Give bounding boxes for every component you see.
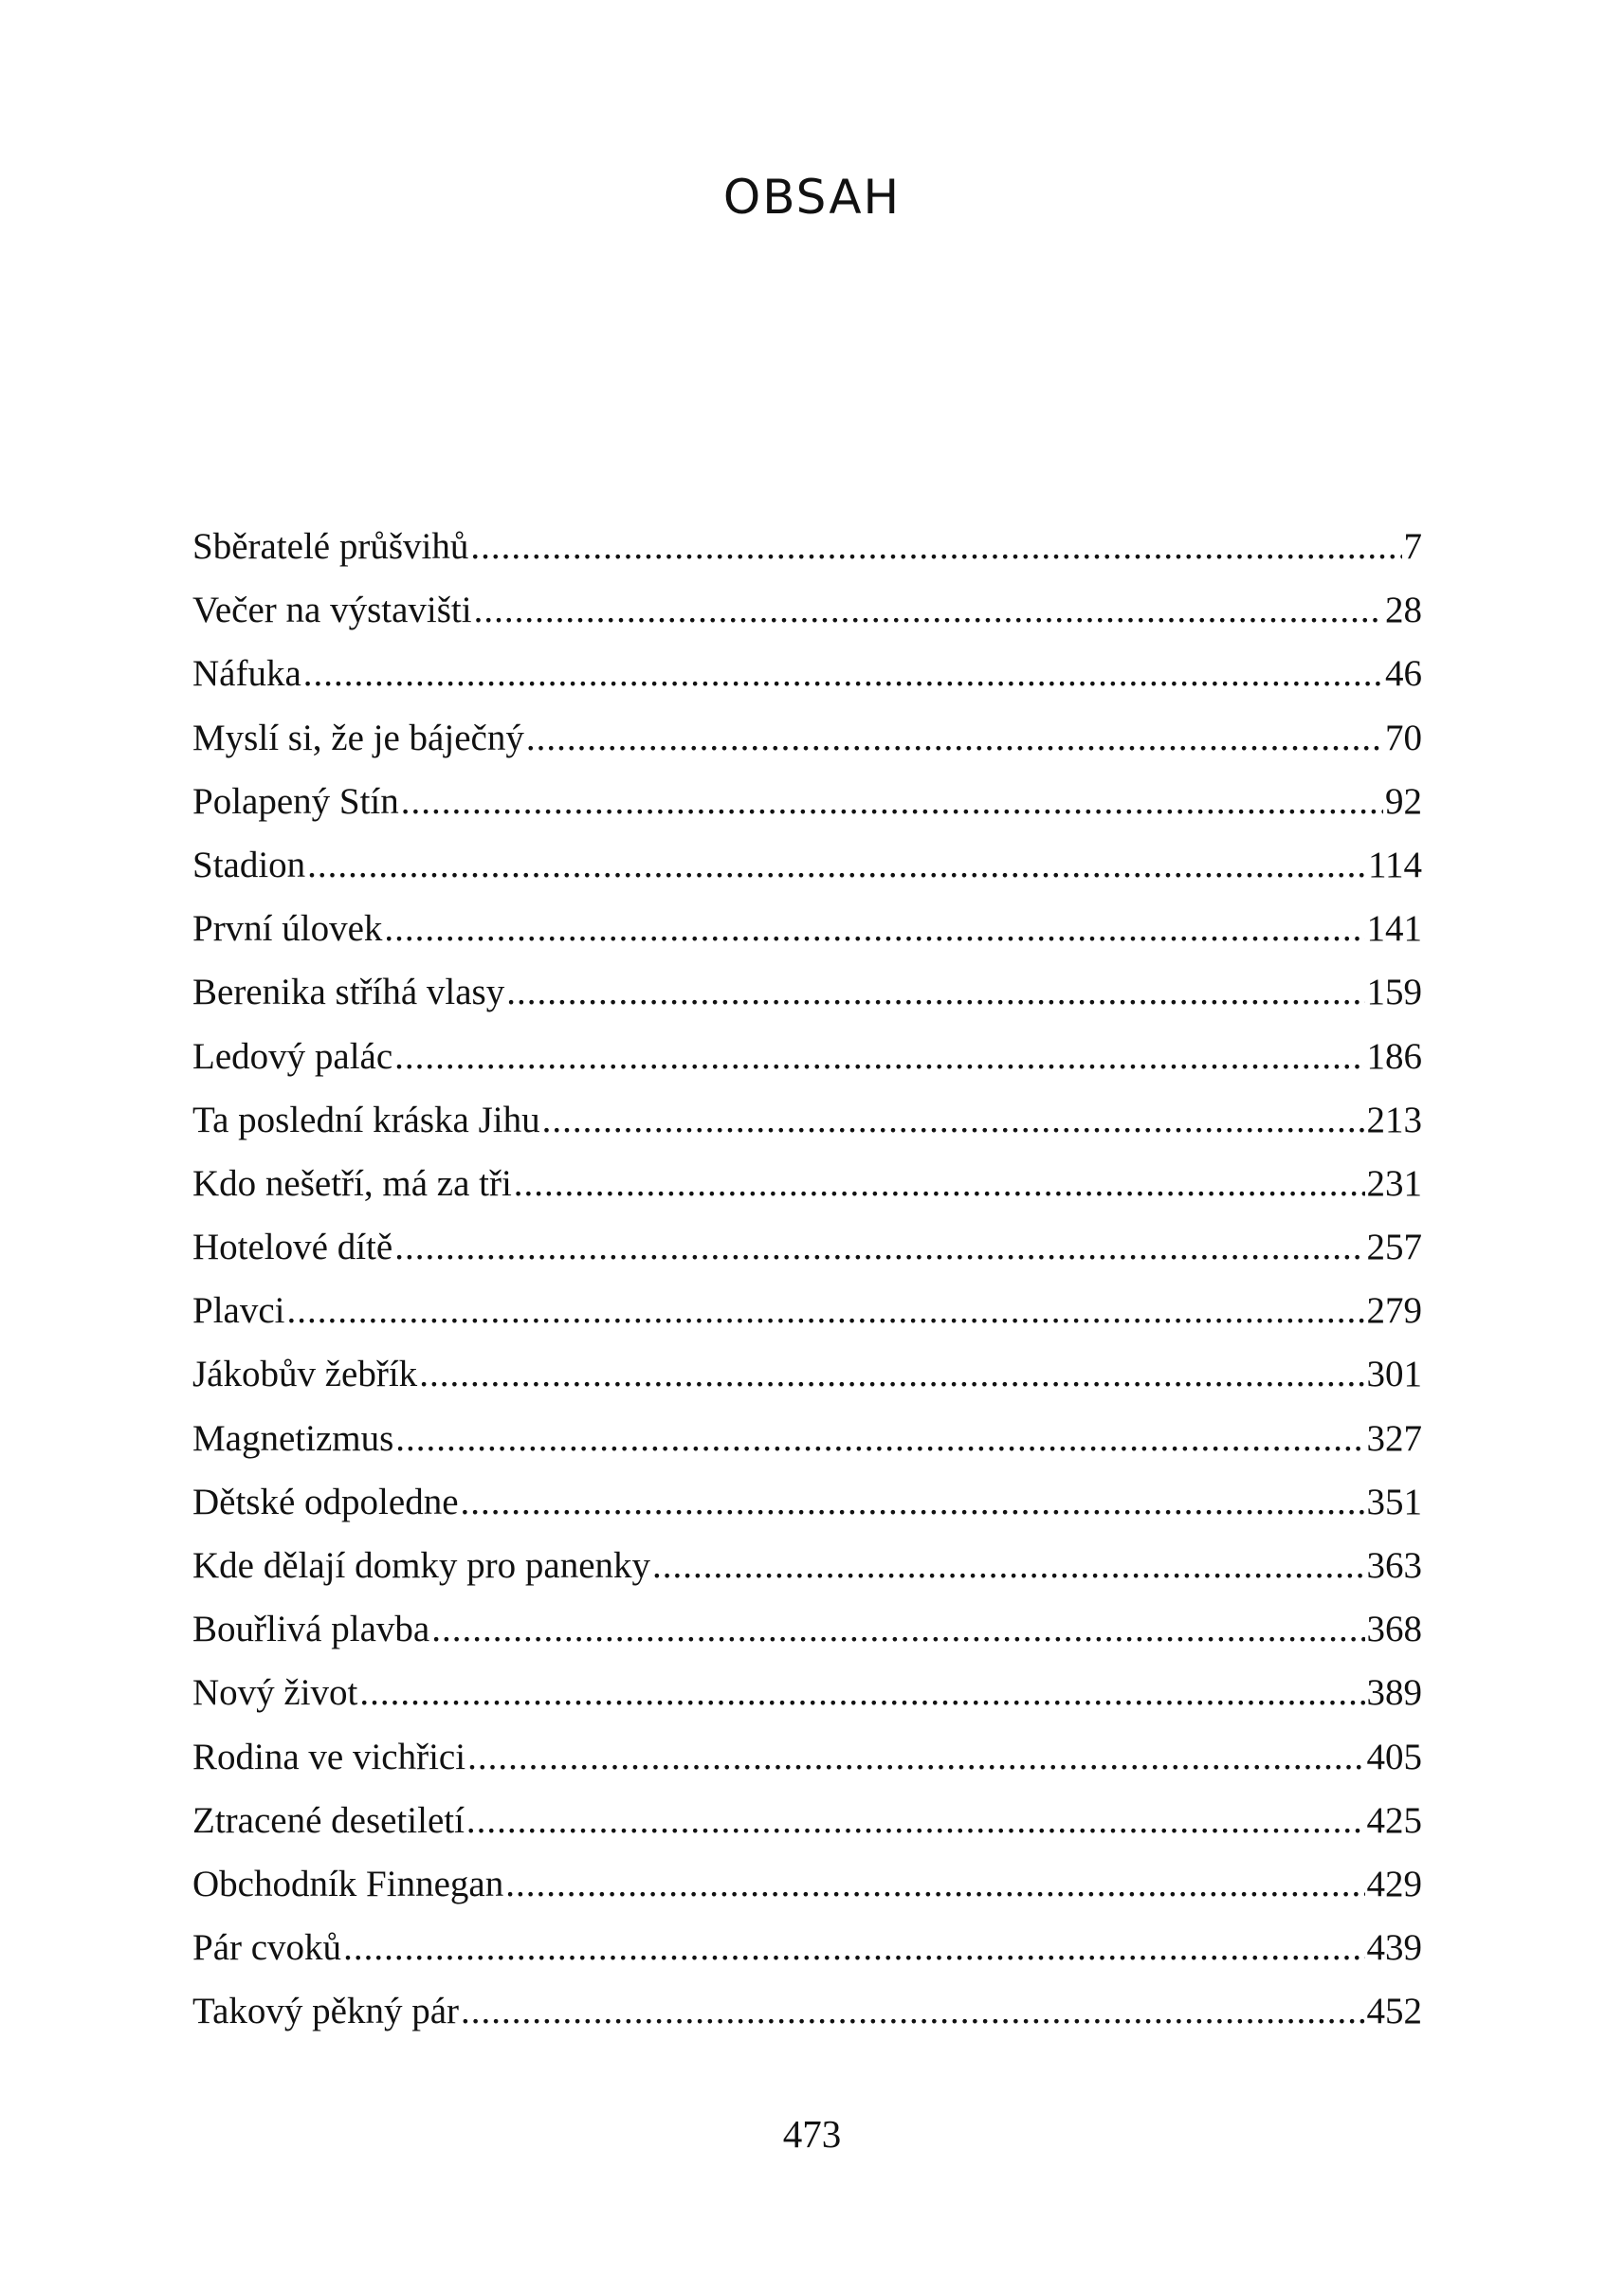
toc-entry-title: Obchodník Finnegan	[192, 1863, 504, 1904]
toc-entry	[192, 1916, 1422, 1979]
toc-entry	[192, 1534, 1422, 1597]
toc-entry-title: Plavci	[192, 1290, 285, 1332]
dot-leader	[307, 833, 1366, 897]
toc-entry-title: Stadion	[192, 844, 306, 885]
dot-leader	[461, 1470, 1365, 1534]
toc-entry	[192, 960, 1422, 1024]
dot-leader	[526, 706, 1383, 770]
dot-leader	[652, 1534, 1364, 1597]
toc-entry-page: 368	[1366, 1609, 1422, 1650]
toc-entry-page: 159	[1366, 972, 1422, 1013]
toc-entry	[192, 706, 1422, 770]
toc-entry-title: Sběratelé průšvihů	[192, 526, 469, 567]
dot-leader	[514, 1152, 1365, 1215]
toc-entry-page: 92	[1385, 780, 1422, 822]
toc-entry-page: 7	[1403, 526, 1422, 567]
toc-entry-page: 213	[1366, 1099, 1422, 1140]
dot-leader	[467, 1725, 1364, 1789]
dot-leader	[461, 1979, 1364, 2043]
dot-leader	[384, 897, 1364, 960]
dot-leader	[401, 770, 1383, 833]
toc-entry	[192, 1215, 1422, 1279]
toc-entry	[192, 1152, 1422, 1215]
toc-entry-page: 46	[1385, 653, 1422, 695]
dot-leader	[542, 1088, 1365, 1152]
dot-leader	[395, 1407, 1364, 1470]
toc-entry-title: První úlovek	[192, 908, 383, 950]
toc-entry	[192, 833, 1422, 897]
toc-entry-title: Ztracené desetiletí	[192, 1799, 465, 1841]
toc-entry-page: 114	[1367, 844, 1422, 885]
toc-entry-title: Pár cvoků	[192, 1927, 342, 1969]
dot-leader	[419, 1342, 1364, 1406]
dot-leader	[505, 1852, 1364, 1916]
toc-entry-page: 351	[1366, 1481, 1422, 1522]
toc-entry	[192, 1088, 1422, 1152]
toc-entry	[192, 1661, 1422, 1724]
toc-entry	[192, 1407, 1422, 1470]
dot-leader	[394, 1025, 1364, 1088]
toc-entry-title: Hotelové dítě	[192, 1227, 393, 1268]
dot-leader	[470, 515, 1401, 578]
toc-entry-page: 363	[1366, 1545, 1422, 1586]
table-of-contents	[192, 515, 1422, 2044]
dot-leader	[359, 1661, 1364, 1724]
toc-entry-page: 257	[1366, 1227, 1422, 1268]
dot-leader	[303, 642, 1383, 705]
dot-leader	[474, 578, 1383, 642]
toc-entry-page: 425	[1366, 1799, 1422, 1841]
toc-entry-title: Polapený Stín	[192, 780, 399, 822]
toc-entry-title: Kdo nešetří, má za tři	[192, 1162, 512, 1204]
dot-leader	[431, 1597, 1364, 1661]
toc-entry	[192, 515, 1422, 578]
toc-entry-page: 439	[1366, 1927, 1422, 1969]
toc-entry-title: Kde dělají domky pro panenky	[192, 1545, 651, 1586]
toc-entry-title: Nový život	[192, 1672, 358, 1714]
toc-entry-page: 186	[1366, 1035, 1422, 1077]
toc-entry	[192, 642, 1422, 705]
toc-entry-page: 405	[1366, 1736, 1422, 1777]
toc-entry-title: Večer na výstavišti	[192, 590, 472, 631]
toc-entry-page: 452	[1366, 1991, 1422, 2032]
toc-entry-title: Takový pěkný pár	[192, 1991, 460, 2032]
toc-entry-title: Myslí si, že je báječný	[192, 717, 524, 758]
toc-entry	[192, 1342, 1422, 1406]
toc-entry	[192, 1852, 1422, 1916]
toc-entry-title: Jákobův žebřík	[192, 1354, 418, 1395]
toc-entry	[192, 1597, 1422, 1661]
toc-entry-page: 429	[1366, 1863, 1422, 1904]
toc-entry	[192, 1470, 1422, 1534]
toc-entry-page: 28	[1385, 590, 1422, 631]
toc-entry	[192, 1789, 1422, 1852]
toc-entry	[192, 1725, 1422, 1789]
page-title: OBSAH	[722, 170, 902, 225]
toc-entry-page: 389	[1366, 1672, 1422, 1714]
toc-entry	[192, 1279, 1422, 1342]
toc-entry-title: Ta poslední kráska Jihu	[192, 1099, 540, 1140]
toc-entry	[192, 1979, 1422, 2043]
toc-entry-title: Ledový palác	[192, 1035, 393, 1077]
toc-entry-page: 327	[1366, 1417, 1422, 1459]
dot-leader	[394, 1215, 1364, 1279]
toc-entry-page: 70	[1385, 717, 1422, 758]
dot-leader	[506, 960, 1364, 1024]
toc-entry-title: Berenika stříhá vlasy	[192, 972, 505, 1013]
toc-entry	[192, 578, 1422, 642]
page-number: 473	[782, 2112, 842, 2156]
toc-entry	[192, 897, 1422, 960]
toc-entry-title: Náfuka	[192, 653, 301, 695]
toc-entry	[192, 770, 1422, 833]
toc-entry-page: 141	[1366, 908, 1422, 950]
toc-entry-title: Rodina ve vichřici	[192, 1736, 466, 1777]
toc-entry-title: Dětské odpoledne	[192, 1481, 459, 1522]
toc-entry-title: Magnetizmus	[192, 1417, 394, 1459]
toc-entry-page: 231	[1366, 1162, 1422, 1204]
toc-entry-title: Bouřlivá plavba	[192, 1609, 430, 1650]
dot-leader	[343, 1916, 1364, 1979]
dot-leader	[286, 1279, 1364, 1342]
toc-entry	[192, 1025, 1422, 1088]
toc-entry-page: 301	[1366, 1354, 1422, 1395]
dot-leader	[466, 1789, 1365, 1852]
toc-entry-page: 279	[1366, 1290, 1422, 1332]
